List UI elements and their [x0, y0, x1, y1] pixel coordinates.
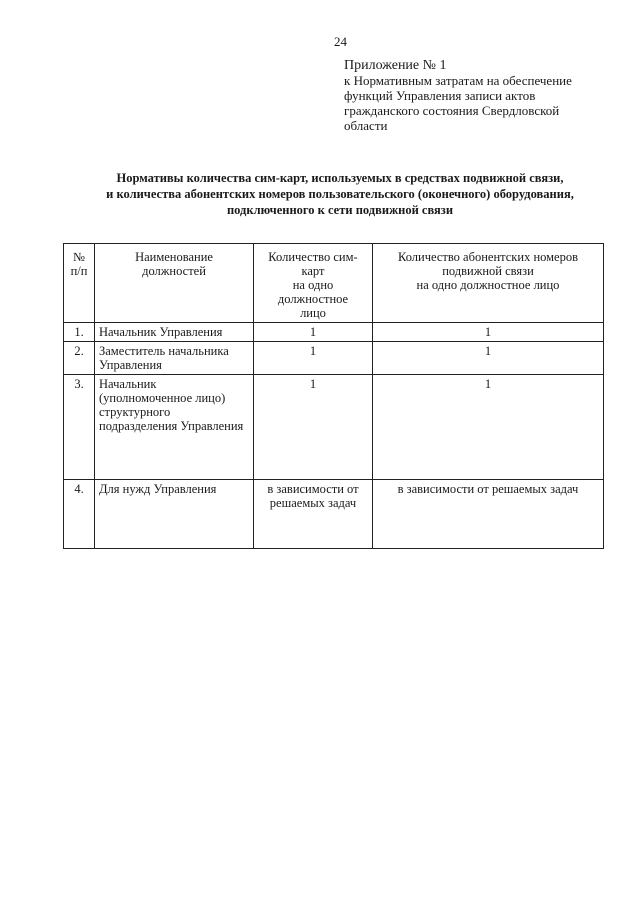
row-position: Заместитель начальника Управления	[95, 342, 254, 375]
appendix-line: гражданского состояния Свердловской	[344, 103, 560, 118]
row-number-count: 1	[373, 323, 604, 342]
row-number-count: 1	[373, 375, 604, 480]
header-number: № п/п	[64, 244, 95, 323]
table-header-row	[64, 244, 604, 323]
row-position: Для нужд Управления	[95, 480, 254, 549]
row-number: 1.	[64, 323, 95, 342]
heading-line: Нормативы количества сим-карт, используемых в средствах подвижной связи,	[116, 171, 564, 185]
row-number-count: 1	[373, 342, 604, 375]
row-number: 2.	[64, 342, 95, 375]
row-sim-count: 1	[254, 375, 373, 480]
norms-table	[63, 243, 604, 549]
appendix-block	[344, 58, 604, 133]
table-row	[64, 342, 604, 375]
table-row	[64, 323, 604, 342]
row-number-count: в зависимости от решаемых задач	[373, 480, 604, 549]
appendix-line: к Нормативным затратам на обеспечение	[344, 73, 572, 88]
table-row	[64, 375, 604, 480]
row-sim-count: в зависимости от решаемых задач	[254, 480, 373, 549]
header-subscriber-numbers: Количество абонентских номеров подвижной связи на одно должностное лицо	[373, 244, 604, 323]
row-number: 4.	[64, 480, 95, 549]
heading-line: и количества абонентских номеров пользовательского (оконечного) оборудования,	[106, 187, 574, 201]
document-heading	[70, 170, 610, 218]
row-position: Начальник (уполномоченное лицо) структурного подразделения Управления	[95, 375, 254, 480]
row-sim-count: 1	[254, 342, 373, 375]
table-row	[64, 480, 604, 549]
appendix-title: Приложение № 1	[344, 58, 447, 73]
appendix-line: области	[344, 118, 388, 133]
row-sim-count: 1	[254, 323, 373, 342]
appendix-line: функций Управления записи актов	[344, 88, 536, 103]
row-number: 3.	[64, 375, 95, 480]
header-sim-cards: Количество сим-карт на одно должностное лицо	[254, 244, 373, 323]
row-position: Начальник Управления	[95, 323, 254, 342]
page-number: 24	[334, 34, 347, 49]
heading-line: подключенного к сети подвижной связи	[226, 203, 454, 217]
header-position: Наименование должностей	[95, 244, 254, 323]
